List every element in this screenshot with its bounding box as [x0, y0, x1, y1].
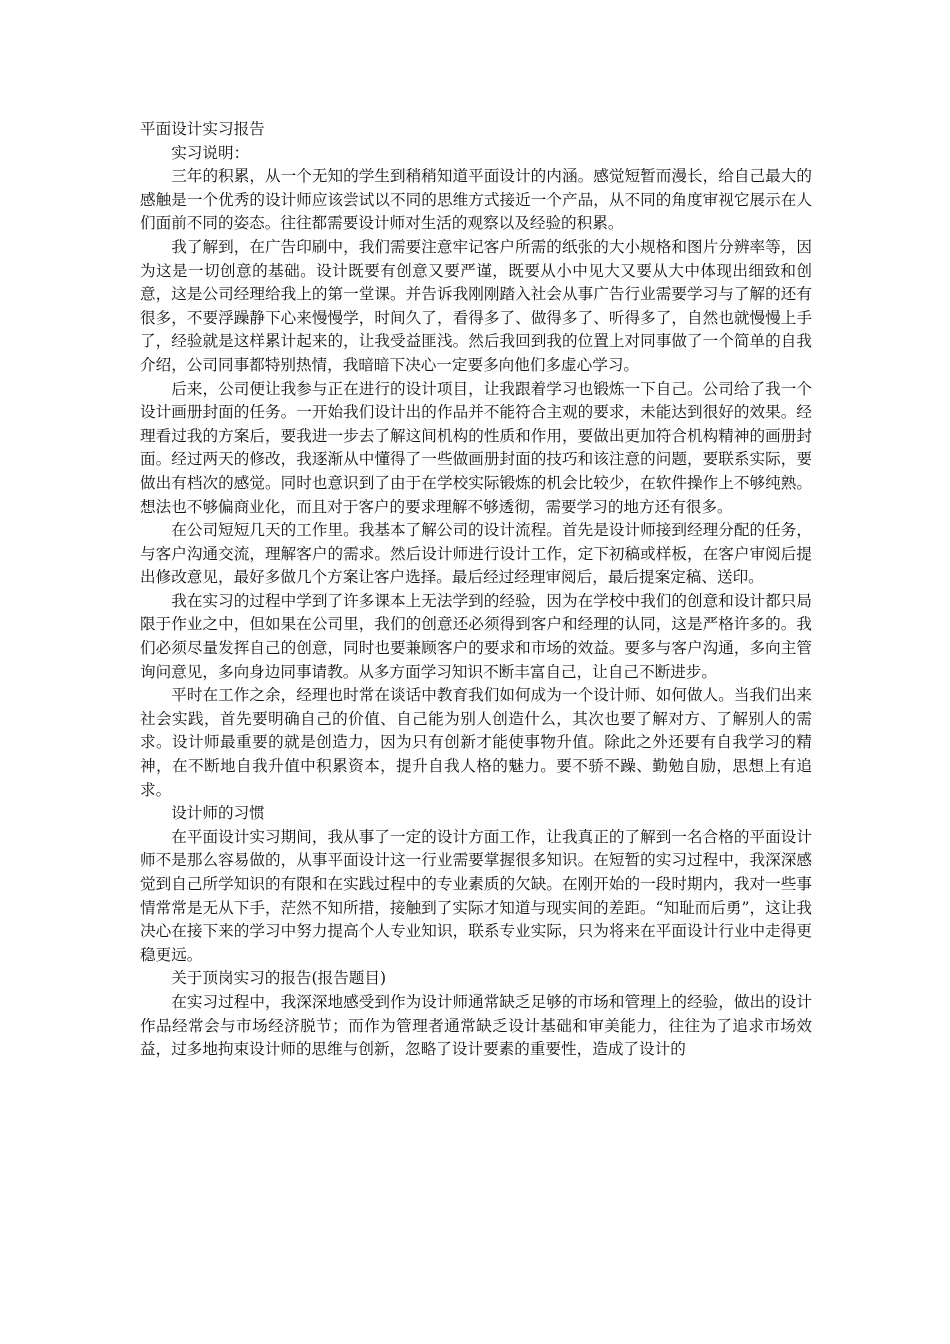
paragraph: 平时在工作之余，经理也时常在谈话中教育我们如何成为一个设计师、如何做人。当我们出来社会实践，首先要明确自己的价值、自己能为别人创造什么，其次也要了解对方、了解别人的需求。设计师最重要的就是创造力，因为只有创新才能使事物升值。除此之外还要有自我学习的精神，在不断地自我升值中积累资本，提升自我人格的魅力。要不骄不躁、勤勉自励，思想上有追求。: [140, 686, 812, 799]
section-heading-designer-habits: 设计师的习惯: [171, 804, 265, 823]
section-heading-internship-notes: 实习说明：: [171, 143, 250, 162]
paragraph: 在实习过程中，我深深地感受到作为设计师通常缺乏足够的市场和管理上的经验，做出的设计作品经常会与市场经济脱节；而作为管理者通常缺乏设计基础和审美能力，往往为了追求市场效益，过多地拘束设计师的思维与创新，忽略了设计要素的重要性，造成了设计的: [140, 992, 812, 1059]
paragraph: 后来，公司便让我参与正在进行的设计项目，让我跟着学习也锻炼一下自己。公司给了我一个设计画册封面的任务。一开始我们设计出的作品并不能符合主观的要求，未能达到很好的效果。经理看过我的方案后，要我进一步去了解这间机构的性质和作用，要做出更加符合机构精神的画册封面。经过两天的修改，我逐渐从中懂得了一些做画册封面的技巧和该注意的问题，要联系实际，要做出有档次的感觉。同时也意识到了由于在学校实际锻炼的机会比较少，在软件操作上不够纯熟。想法也不够偏商业化，而且对于客户的要求理解不够透彻，需要学习的地方还有很多。: [140, 379, 812, 516]
paragraph: 在公司短短几天的工作里。我基本了解公司的设计流程。首先是设计师接到经理分配的任务， 与客户沟通交流，理解客户的需求。然后设计师进行设计工作，定下初稿或样板，在客户审阅后提出修改意见，最好多做几个方案让客户选择。最后经过经理审阅后，最后提案定稿、送印。: [140, 521, 812, 587]
paragraph: 三年的积累，从一个无知的学生到稍稍知道平面设计的内涵。感觉短暂而漫长，给自己最大的感触是一个优秀的设计师应该尝试以不同的思维方式接近一个产品，从不同的角度审视它展示在人们面前不同的姿态。往往都需要设计师对生活的观察以及经验的积累。: [140, 167, 812, 233]
document-page: [140, 118, 812, 1062]
paragraph: 在平面设计实习期间，我从事了一定的设计方面工作，让我真正的了解到一名合格的平面设计师不是那么容易做的，从事平面设计这一行业需要掌握很多知识。在短暂的实习过程中，我深深感觉到自己所学知识的有限和在实践过程中的专业素质的欠缺。在刚开始的一段时期内，我对一些事情常常是无从下手，茫然不知所措，接触到了实际才知道与现实间的差距。“知耻而后勇”，这让我决心在接下来的学习中努力提高个人专业知识，联系专业实际，只为将来在平面设计行业中走得更稳更远。: [140, 827, 812, 964]
document-title: 平面设计实习报告: [140, 120, 265, 138]
section-heading-report-title: 关于顶岗实习的报告(报告题目): [171, 969, 387, 988]
paragraph: 我了解到，在广告印刷中，我们需要注意牢记客户所需的纸张的大小规格和图片分辨率等，因为这是一切创意的基础。设计既要有创意又要严谨，既要从小中见大又要从大中体现出细致和创意，这是公司经理给我上的第一堂课。并告诉我刚刚踏入社会从事广告行业需要学习与了解的还有很多，不要浮躁静下心来慢慢学，时间久了，看得多了、做得多了、听得多了，自然也就慢慢上手了，经验就是这样累计起来的，让我受益匪浅。然后我回到我的位置上对同事做了一个简单的自我介绍，公司同事都特别热情，我暗暗下决心一定要多向他们多虚心学习。: [140, 237, 812, 374]
paragraph: 我在实习的过程中学到了许多课本上无法学到的经验，因为在学校中我们的创意和设计都只局限于作业之中，但如果在公司里，我们的创意还必须得到客户和经理的认同，这是严格许多的。我们必须尽量发挥自己的创意，同时也要兼顾客户的要求和市场的效益。要多与客户沟通，多向主管询问意见，多向身边同事请教。从多方面学习知识不断丰富自己，让自己不断进步。: [140, 591, 812, 681]
